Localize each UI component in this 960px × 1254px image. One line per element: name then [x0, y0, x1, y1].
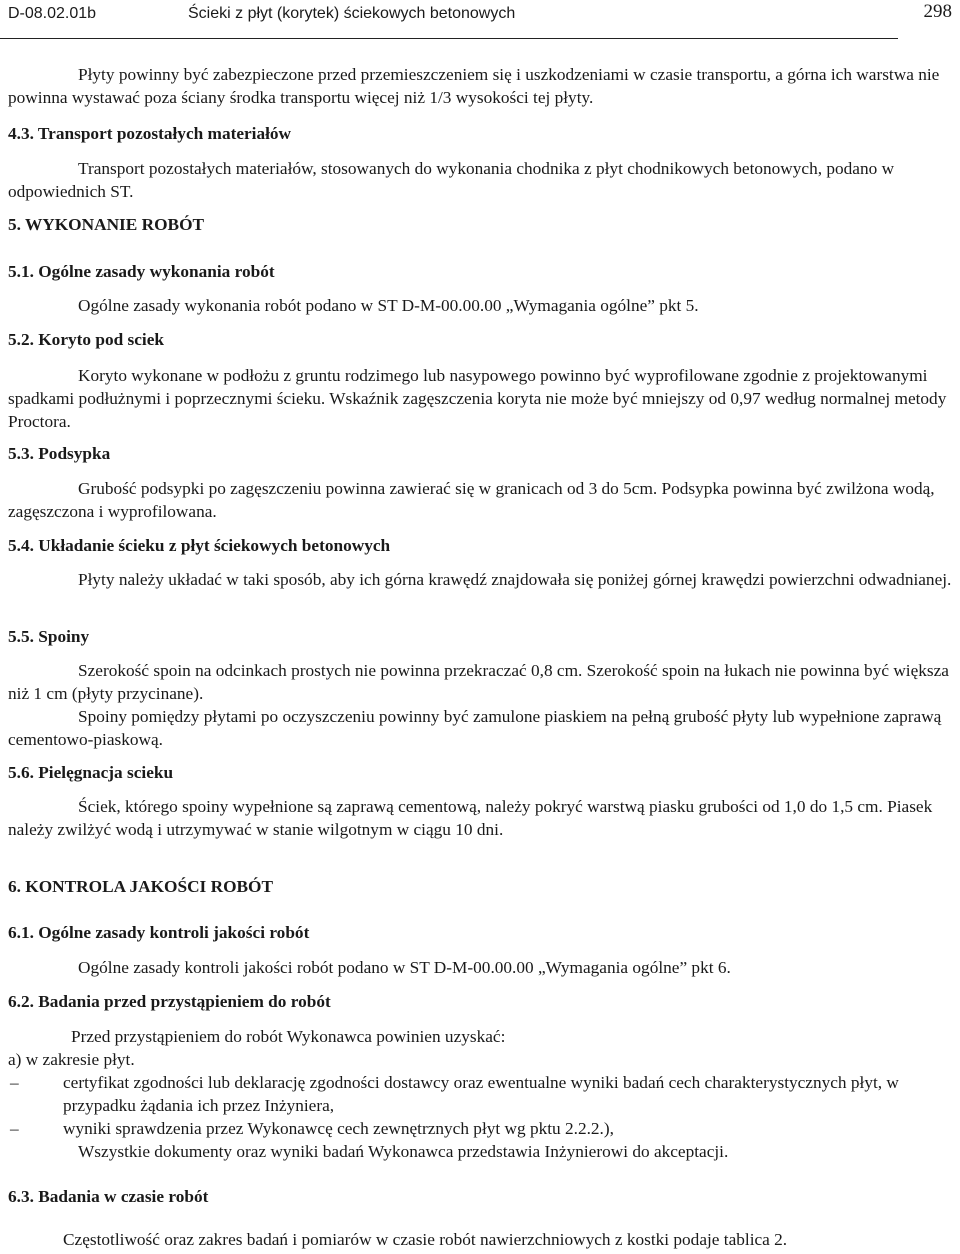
paragraph-6-3: Częstotliwość oraz zakres badań i pomiarów w czasie robót nawierzchniowych z kostki podaje tablica 2.	[63, 1230, 788, 1249]
paragraph-4-3: Transport pozostałych materiałów, stosowanych do wykonania chodnika z płyt chodnikowych betonowych, podano w odpowiednich ST.	[8, 159, 895, 201]
list-item-a: a) w zakresie płyt.	[8, 1050, 135, 1069]
bullet-text: wyniki sprawdzenia przez Wykonawcę cech zewnętrznych płyt wg pktu 2.2.2.),	[63, 1119, 614, 1138]
heading-5-5: 5.5. Spoiny	[8, 627, 90, 646]
heading-4-3: 4.3. Transport pozostałych materiałów	[8, 124, 292, 143]
page-number: 298	[923, 1, 952, 22]
paragraph-5-4: Płyty należy układać w taki sposób, aby ich górna krawędź znajdowała się poniżej górnej krawędzi powierzchni odwadnianej.	[78, 570, 952, 589]
bullet-item-certificate	[8, 1071, 952, 1117]
heading-6-3: 6.3. Badania w czasie robót	[8, 1187, 209, 1206]
paragraph-transport-plates: Płyty powinny być zabezpieczone przed przemieszczeniem się i uszkodzeniami w czasie transportu, a górna ich warstwa nie powinna wystawać poza ściany środka transportu więcej niż 1/3 wysokości tej płyty.	[8, 65, 940, 107]
heading-5-3: 5.3. Podsypka	[8, 444, 111, 463]
heading-6: 6. KONTROLA JAKOŚCI ROBÓT	[8, 877, 274, 896]
document-code: D-08.02.01b	[8, 5, 97, 22]
paragraph-5-3: Grubość podsypki po zagęszczeniu powinna zawierać się w granicach od 3 do 5cm. Podsypka powinna być zwilżona wodą, zagęszczona i wyprofilowana.	[8, 479, 935, 521]
heading-6-1: 6.1. Ogólne zasady kontroli jakości robót	[8, 923, 310, 942]
heading-5-2: 5.2. Koryto pod sciek	[8, 330, 165, 349]
heading-5-6: 5.6. Pielęgnacja scieku	[8, 763, 174, 782]
document-title: Ścieki z płyt (korytek) ściekowych betonowych	[188, 5, 516, 22]
heading-6-2: 6.2. Badania przed przystąpieniem do robót	[8, 992, 331, 1011]
dash-bullet-icon: –	[10, 1073, 19, 1092]
paragraph-6-2: Przed przystąpieniem do robót Wykonawca powinien uzyskać:	[71, 1027, 506, 1046]
paragraph-5-5-b: Spoiny pomiędzy płytami po oczyszczeniu powinny być zamulone piaskiem na pełną grubość płyty lub wypełnione zaprawą cementowo-piaskową.	[8, 707, 942, 749]
dash-bullet-icon: –	[10, 1119, 19, 1138]
paragraph-6-2-end: Wszystkie dokumenty oraz wyniki badań Wykonawca przedstawia Inżynierowi do akceptacji.	[78, 1142, 729, 1161]
paragraph-5-6: Ściek, którego spoiny wypełnione są zaprawą cementową, należy pokryć warstwą piasku grubości od 1,0 do 1,5 cm. Piasek należy zwilżyć wodą i utrzymywać w stanie wilgotnym w ciągu 10 dni.	[8, 797, 933, 839]
paragraph-5-1: Ogólne zasady wykonania robót podano w ST D-M-00.00.00 „Wymagania ogólne” pkt 5.	[78, 296, 699, 315]
paragraph-5-5-a: Szerokość spoin na odcinkach prostych nie powinna przekraczać 0,8 cm. Szerokość spoin na łukach nie powinna być większa niż 1 cm (płyty przycinane).	[8, 661, 949, 703]
header-rule	[0, 38, 898, 39]
bullet-text: certyfikat zgodności lub deklarację zgodności dostawcy oraz ewentualne wyniki badań cech charakterystycznych płyt, w przypadku żądania ich przez Inżyniera,	[63, 1073, 899, 1115]
bullet-item-inspection	[8, 1117, 952, 1140]
paragraph-5-2: Koryto wykonane w podłożu z gruntu rodzimego lub nasypowego powinno być wyprofilowane zgodnie z projektowanymi spadkami podłużnymi i poprzecznymi ścieku. Wskaźnik zagęszczenia koryta nie może być mniejszy od 0,97 według normalnej metody Proctora.	[8, 366, 947, 431]
paragraph-6-1: Ogólne zasady kontroli jakości robót podano w ST D-M-00.00.00 „Wymagania ogólne” pkt 6.	[78, 958, 731, 977]
heading-5-1: 5.1. Ogólne zasady wykonania robót	[8, 262, 275, 281]
heading-5-4: 5.4. Układanie ścieku z płyt ściekowych betonowych	[8, 536, 391, 555]
heading-5: 5. WYKONANIE ROBÓT	[8, 215, 205, 234]
